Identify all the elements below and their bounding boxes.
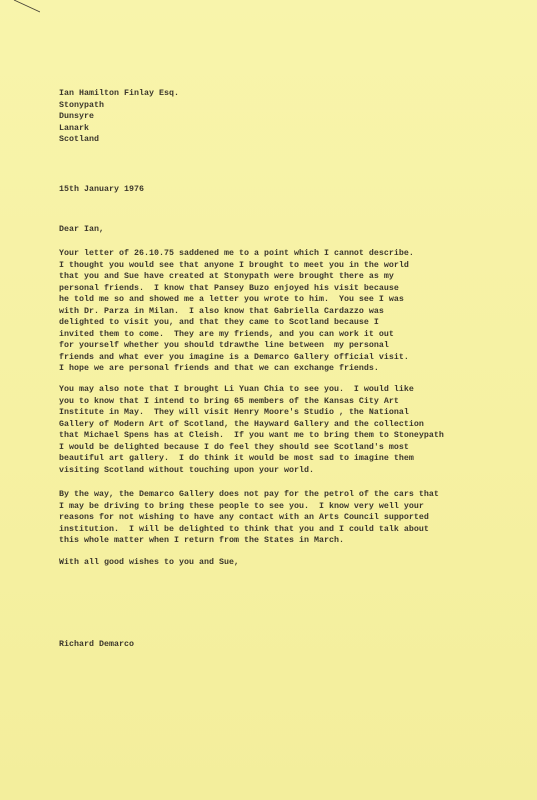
address-line: Scotland <box>59 135 99 144</box>
text-line: friends and what ever you imagine is a Demarco Gallery official visit. <box>59 352 409 362</box>
text-line: for yourself whether you should tdrawthe line between my personal <box>59 341 389 350</box>
text-line: I hope we are personal friends and that we can exchange friends. <box>59 364 379 373</box>
text-line: this whole matter when I return from the States in March. <box>59 536 344 545</box>
text-line: delighted to visit you, and that they came to Scotland because I <box>59 318 379 327</box>
text-line: You may also note that I brought Li Yuan Chia to see you. I would like <box>59 385 414 394</box>
text-line: beautiful art gallery. I do think it would be most sad to imagine them <box>59 454 414 463</box>
text-line: institution. I will be delighted to think that you and I could talk about <box>59 524 429 534</box>
text-line: with Dr. Parza in Milan. I also know that Gabriella Cardazzo was <box>59 306 384 316</box>
address-line: Stonypath <box>59 100 104 110</box>
text-line: he told me so and showed me a letter you wrote to him. You see I was <box>59 295 404 304</box>
paragraph-3 <box>59 489 439 547</box>
paragraph-1 <box>59 248 414 375</box>
text-line: By the way, the Demarco Gallery does not pay for the petrol of the cars that <box>59 490 439 499</box>
text-line: reasons for not wishing to have any contact with an Arts Council supported <box>59 513 429 522</box>
text-line: personal friends. I know that Pansey Buzo enjoyed his visit because <box>59 283 399 293</box>
closing: With all good wishes to you and Sue, <box>59 558 239 567</box>
address-line: Lanark <box>59 123 89 133</box>
salutation: Dear Ian, <box>59 225 104 234</box>
corner-mark <box>0 0 40 14</box>
text-line: Gallery of Modern Art of Scotland, the Hayward Gallery and the collection <box>59 419 424 429</box>
text-line: I may be driving to bring these people to see you. I know very well your <box>59 501 424 511</box>
signature-name: Richard Demarco <box>59 640 134 649</box>
text-line: that you and Sue have created at Stonypath were brought there as my <box>59 272 394 281</box>
recipient-address <box>59 88 179 146</box>
text-line: visiting Scotland without touching upon your world. <box>59 465 314 475</box>
paragraph-2 <box>59 384 444 476</box>
text-line: that Michael Spens has at Cleish. If you want me to bring them to Stoneypath <box>59 431 444 440</box>
text-line: invited them to come. They are my friends, and you can work it out <box>59 329 394 339</box>
address-line: Dunsyre <box>59 112 94 121</box>
address-line: Ian Hamilton Finlay Esq. <box>59 89 179 98</box>
letter-date: 15th January 1976 <box>59 185 144 194</box>
text-line: you to know that I intend to bring 65 members of the Kansas City Art <box>59 396 399 406</box>
text-line: I would be delighted because I do feel they should see Scotland's most <box>59 442 409 452</box>
text-line: Institute in May. They will visit Henry Moore's Studio , the National <box>59 408 409 417</box>
text-line: I thought you would see that anyone I brought to meet you in the world <box>59 260 409 270</box>
text-line: Your letter of 26.10.75 saddened me to a point which I cannot describe. <box>59 249 414 258</box>
